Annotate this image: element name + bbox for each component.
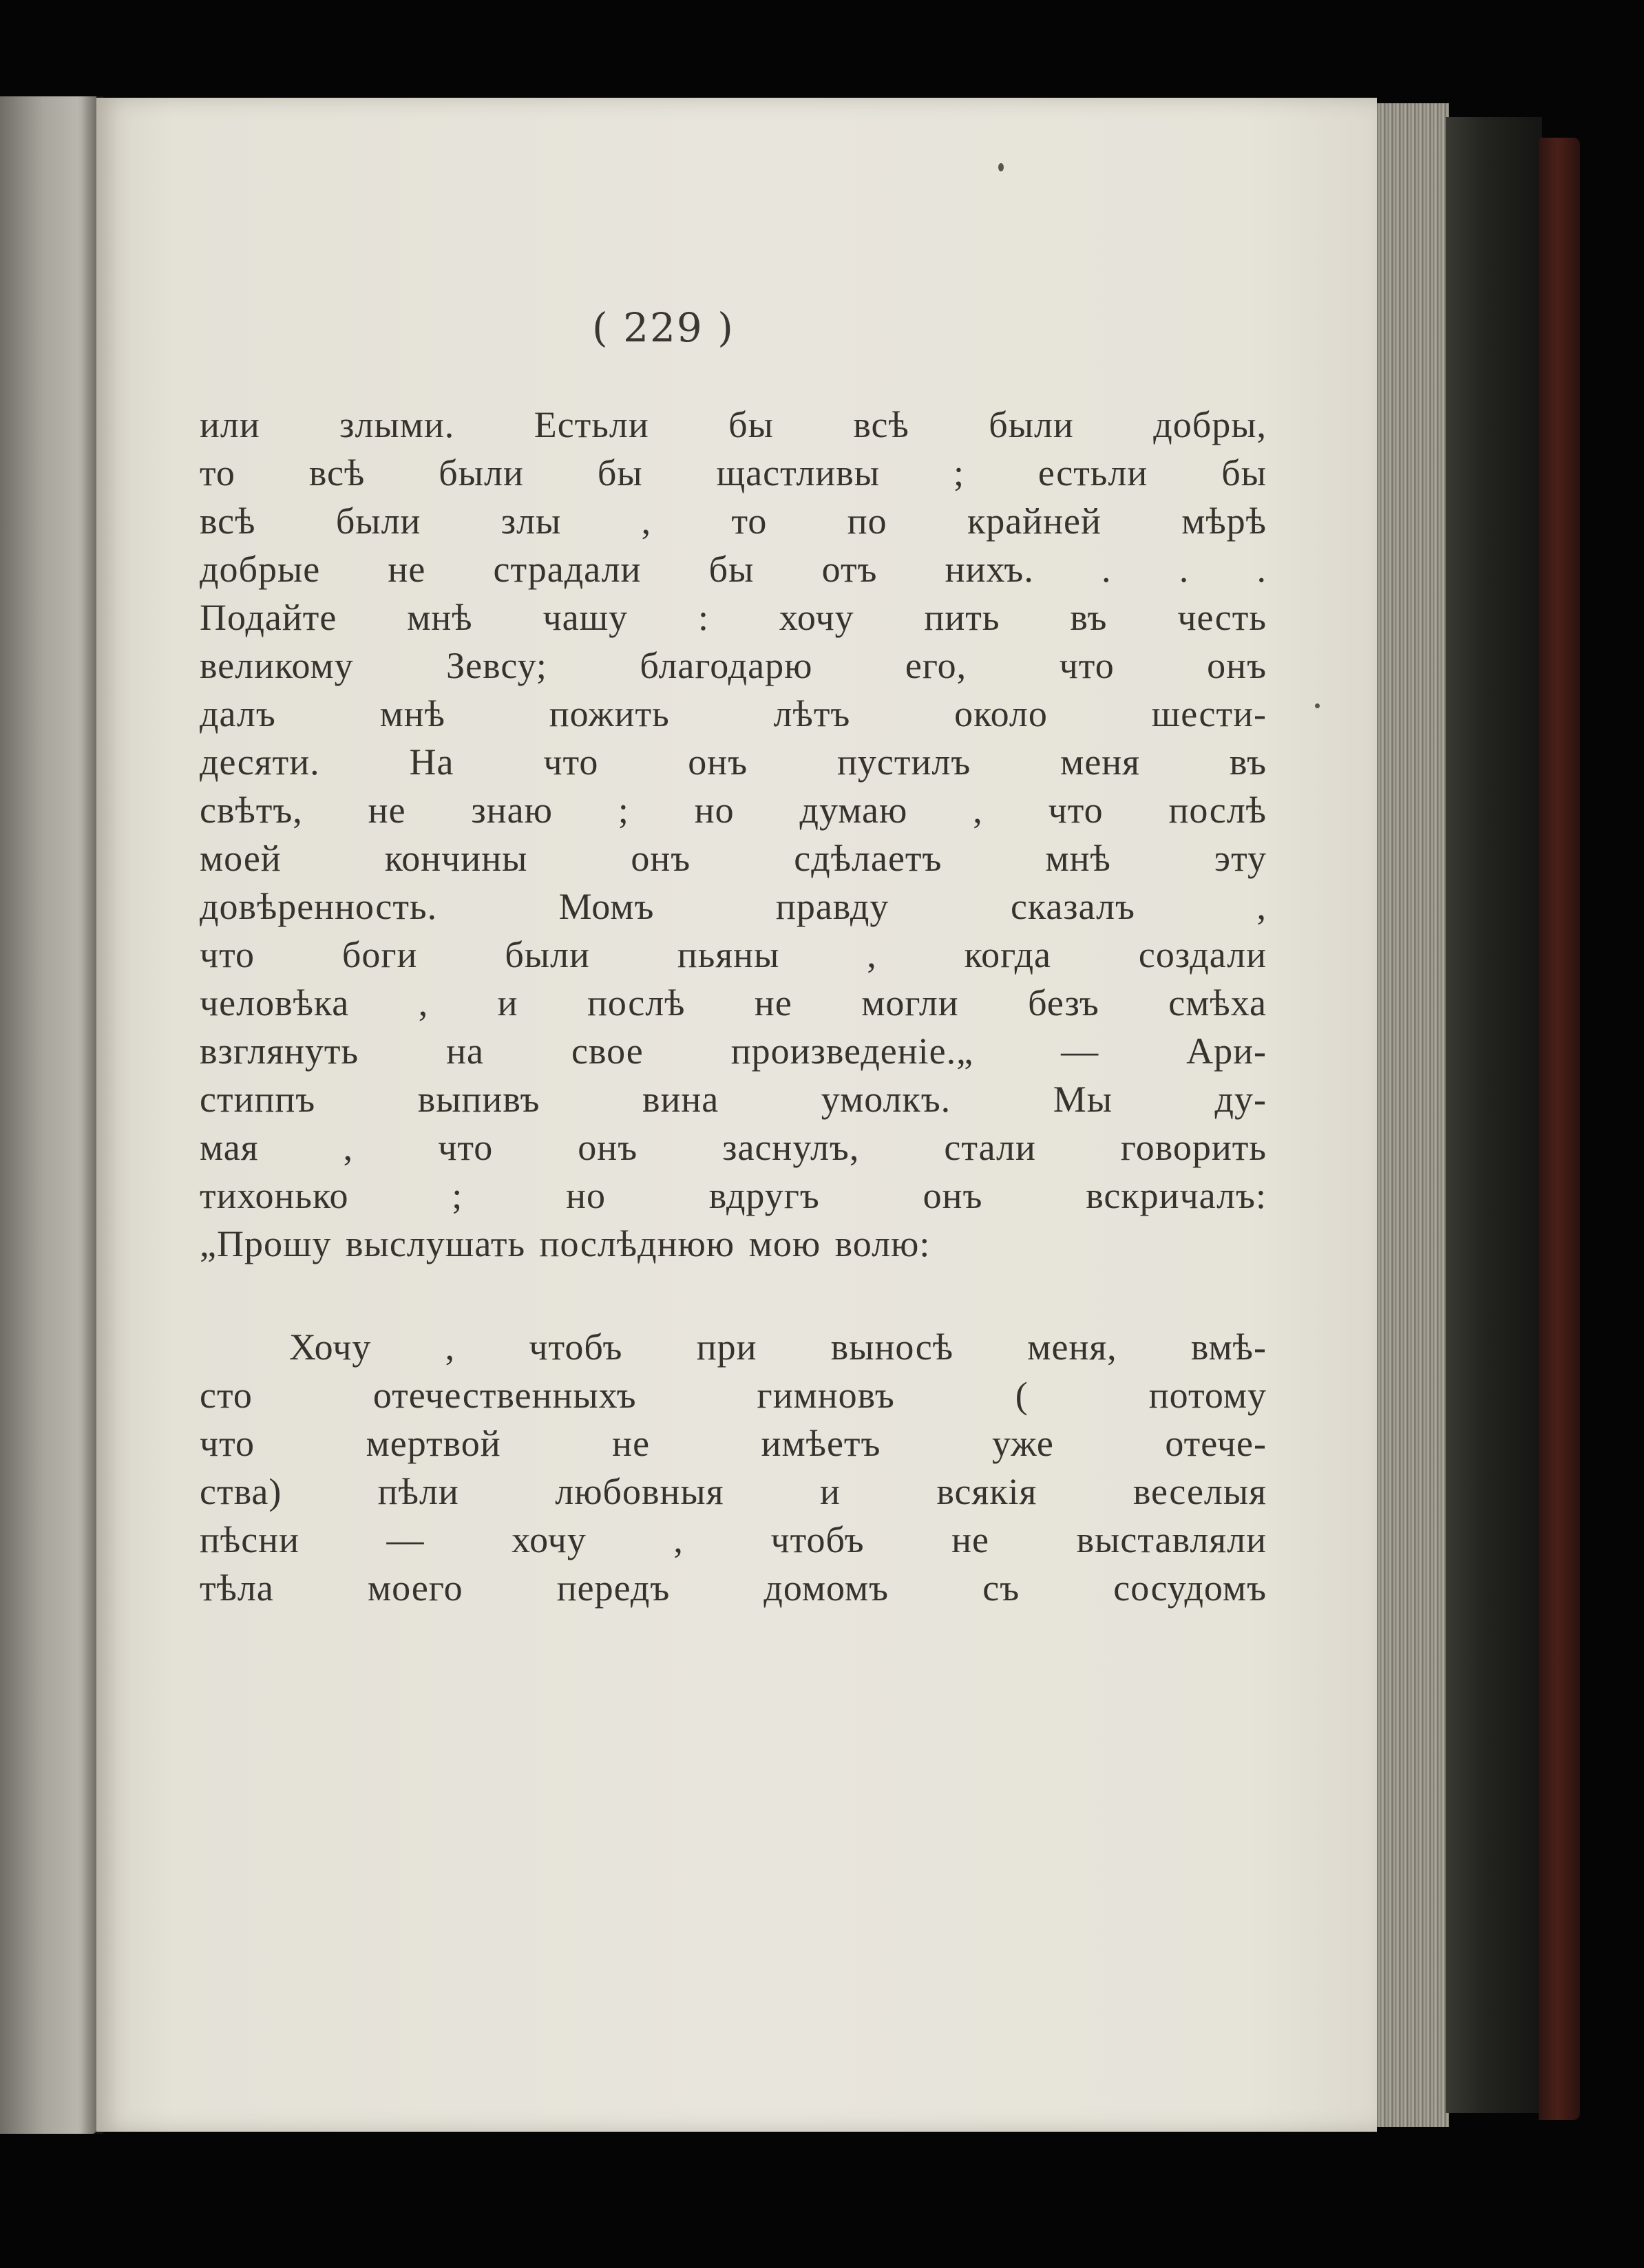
text-line: Подайте мнѣ чашу : хочу пить въ честь bbox=[200, 597, 1267, 638]
paper-speck bbox=[998, 163, 1004, 171]
paragraph-gap bbox=[200, 1268, 1267, 1323]
text-line: десяти. На что онъ пустилъ меня въ bbox=[200, 741, 1267, 783]
text-block bbox=[200, 401, 1267, 1612]
text-line: сто отечественныхъ гимновъ ( потому bbox=[200, 1375, 1267, 1416]
text-line: свѣтъ, не знаю ; но думаю , что послѣ bbox=[200, 789, 1267, 831]
text-line: великому Зевсу; благодарю его, что онъ bbox=[200, 645, 1267, 686]
text-line: или злыми. Естьли бы всѣ были добры, bbox=[200, 404, 1267, 445]
text-line: тѣла моего передъ домомъ съ сосудомъ bbox=[200, 1567, 1267, 1609]
text-line: что мертвой не имѣетъ уже отече- bbox=[200, 1423, 1267, 1464]
page-number: ( 229 ) bbox=[592, 304, 735, 351]
text-line: „Прошу выслушать послѣднюю мою волю: bbox=[200, 1223, 931, 1264]
text-line: пѣсни — хочу , чтобъ не выставляли bbox=[200, 1519, 1267, 1560]
text-line: что боги были пьяны , когда создали bbox=[200, 934, 1267, 975]
text-line: Хочу , чтобъ при выносѣ меня, вмѣ- bbox=[289, 1326, 1267, 1368]
text-line: стиппъ выпивъ вина умолкъ. Мы ду- bbox=[200, 1079, 1267, 1120]
text-line: моей кончины онъ сдѣлаетъ мнѣ эту bbox=[200, 838, 1267, 879]
text-line: добрые не страдали бы отъ нихъ. . . . bbox=[200, 549, 1267, 590]
page-edge-shadow bbox=[1446, 117, 1542, 2113]
text-line: всѣ были злы , то по крайней мѣрѣ bbox=[200, 500, 1267, 542]
paragraph-1 bbox=[200, 401, 1267, 1268]
page-fore-edge bbox=[1373, 103, 1449, 2127]
text-line: взглянуть на свое произведеніе.„ — Ари- bbox=[200, 1030, 1267, 1072]
paragraph-2 bbox=[200, 1323, 1267, 1612]
text-line: довѣренность. Момъ правду сказалъ , bbox=[200, 886, 1267, 927]
text-line: далъ мнѣ пожить лѣтъ около шести- bbox=[200, 693, 1267, 734]
text-line: то всѣ были бы щастливы ; естьли бы bbox=[200, 452, 1267, 494]
paper-speck bbox=[1315, 703, 1320, 708]
leather-cover-edge bbox=[1539, 138, 1580, 2120]
book-page bbox=[96, 98, 1377, 2132]
text-line: мая , что онъ заснулъ, стали говорить bbox=[200, 1127, 1267, 1168]
text-line: тихонько ; но вдругъ онъ вскричалъ: bbox=[200, 1175, 1267, 1216]
text-line: ства) пѣли любовныя и всякія веселыя bbox=[200, 1471, 1267, 1512]
text-line: человѣка , и послѣ не могли безъ смѣха bbox=[200, 982, 1267, 1024]
